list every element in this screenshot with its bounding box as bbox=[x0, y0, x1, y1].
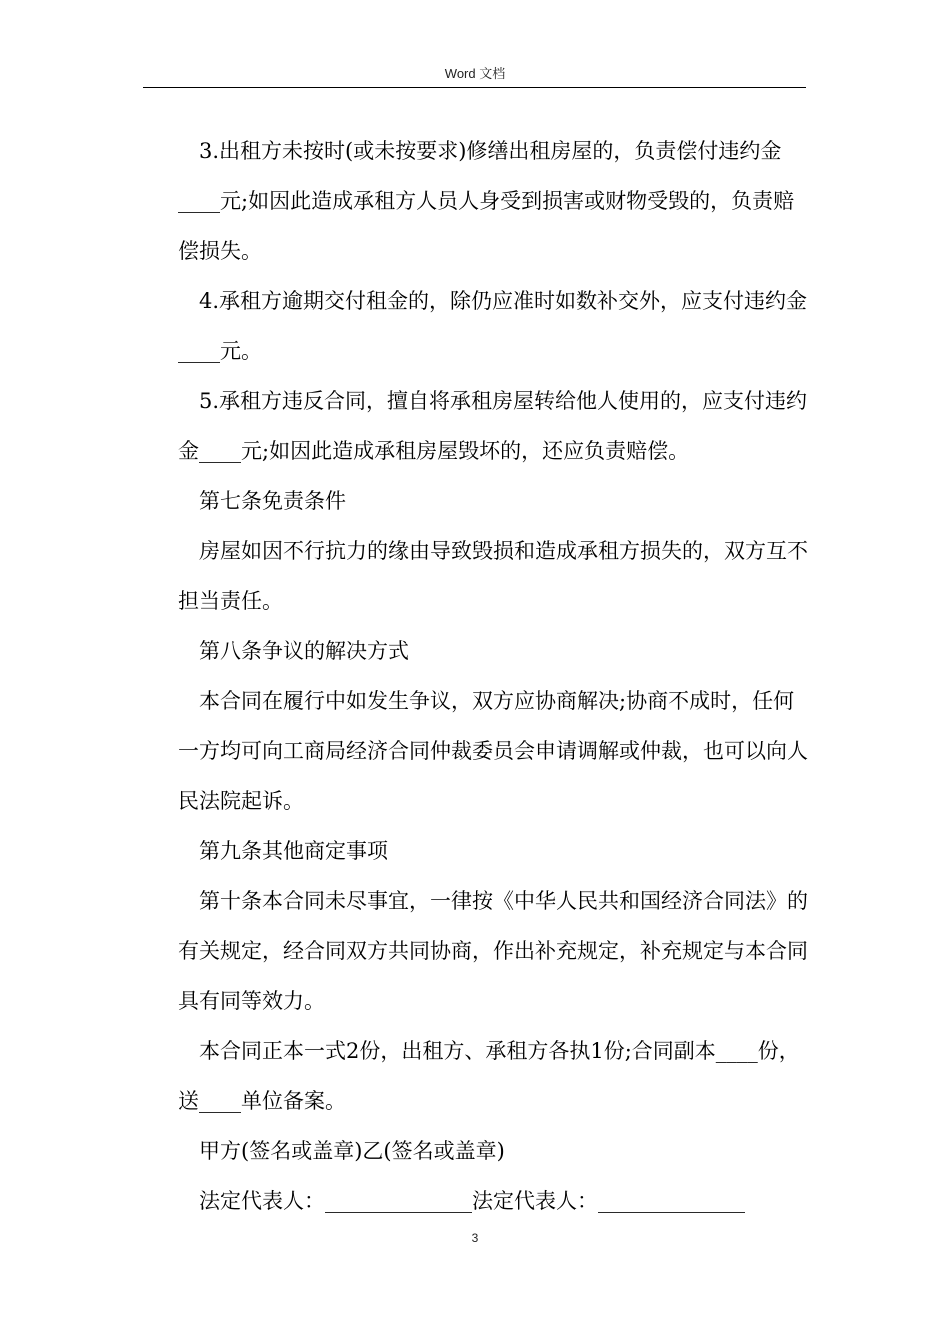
paragraph-exemption: 房屋如因不行抗力的缘由导致毁损和造成承租方损失的，双方互不担当责任。 bbox=[178, 539, 808, 613]
page-number: 3 bbox=[471, 1231, 479, 1245]
document-body bbox=[178, 126, 808, 1226]
section-heading-article-7: 第七条免责条件 bbox=[199, 489, 346, 513]
legal-representative-line: 法定代表人：______________法定代表人：______________ bbox=[199, 1189, 745, 1213]
signature-parties-line: 甲方(签名或盖章)乙(签名或盖章) bbox=[199, 1139, 505, 1163]
paragraph-clause-3: 3.出租方未按时(或未按要求)修缮出租房屋的，负责偿付违约金____元;如因此造成承租方人员人身受到损害或财物受毁的，负责赔偿损失。 bbox=[178, 139, 795, 263]
section-heading-article-8: 第八条争议的解决方式 bbox=[199, 639, 409, 663]
page-header-title: Word 文档 bbox=[444, 66, 506, 81]
section-heading-article-9: 第九条其他商定事项 bbox=[199, 839, 388, 863]
paragraph-dispute-resolution: 本合同在履行中如发生争议，双方应协商解决;协商不成时，任何一方均可向工商局经济合同仲裁委员会申请调解或仲裁，也可以向人民法院起诉。 bbox=[178, 689, 808, 813]
header-divider bbox=[143, 87, 806, 88]
paragraph-clause-4: 4.承租方逾期交付租金的，除仍应准时如数补交外，应支付违约金____元。 bbox=[178, 289, 808, 363]
paragraph-clause-5: 5.承租方违反合同，擅自将承租房屋转给他人使用的，应支付违约金____元;如因此造成承租房屋毁坏的，还应负责赔偿。 bbox=[178, 389, 808, 463]
paragraph-article-10: 第十条本合同未尽事宜，一律按《中华人民共和国经济合同法》的有关规定，经合同双方共同协商，作出补充规定，补充规定与本合同具有同等效力。 bbox=[178, 889, 808, 1013]
paragraph-copies: 本合同正本一式2份，出租方、承租方各执1份;合同副本____份，送____单位备案。 bbox=[178, 1039, 800, 1113]
